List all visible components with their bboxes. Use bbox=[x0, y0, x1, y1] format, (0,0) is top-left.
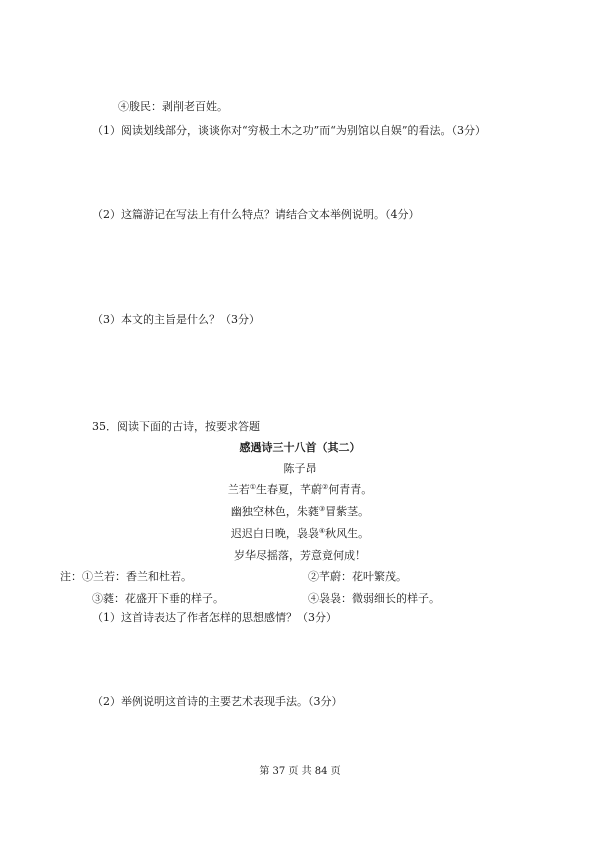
poem-line-text: 秋风生。 bbox=[325, 527, 370, 540]
poem-author: 陈子昂 bbox=[283, 462, 317, 475]
note-1: 注：①兰若：香兰和杜若。 bbox=[60, 570, 192, 583]
note-4: ④袅袅：微弱细长的样子。 bbox=[308, 592, 440, 605]
poem-line-text: 兰若 bbox=[227, 483, 250, 496]
note-marker: ① bbox=[249, 483, 256, 491]
note-marker: ③ bbox=[318, 505, 326, 513]
poem-line bbox=[0, 505, 600, 519]
q35-sub1: （1）这首诗表达了作者怎样的思想感情？（3分） bbox=[92, 611, 337, 624]
poem-line-text: 幽独空林色，朱蕤 bbox=[230, 505, 319, 518]
poem-line bbox=[0, 549, 600, 563]
poem-line bbox=[0, 483, 600, 497]
poem-line-text: 生春夏，芊蔚 bbox=[256, 483, 322, 496]
poem-line-text: 何青青。 bbox=[328, 483, 373, 496]
note-marker: ② bbox=[322, 483, 329, 491]
poem-title: 感遇诗三十八首（其二） bbox=[239, 441, 361, 454]
annotation-4: ④朘民：剥削老百姓。 bbox=[118, 100, 228, 113]
page-footer: 第 37 页 共 84 页 bbox=[259, 766, 341, 777]
poem-line-text: 岁华尽摇落，芳意竟何成！ bbox=[234, 549, 366, 562]
note-marker: ④ bbox=[318, 527, 326, 535]
q35-prompt: 35．阅读下面的古诗，按要求答题 bbox=[92, 420, 260, 433]
q34-sub1: （1）阅读划线部分，谈谈你对“穷极土木之功”而“为别馆以自娱”的看法。（3分） bbox=[92, 124, 486, 137]
poem-line bbox=[0, 527, 600, 541]
poem-line-text: 迟迟白日晚，袅袅 bbox=[230, 527, 319, 540]
q35-sub2: （2）举例说明这首诗的主要艺术表现手法。（3分） bbox=[92, 695, 343, 708]
poem-line-text: 冒紫茎。 bbox=[325, 505, 370, 518]
q34-sub2: （2）这篇游记在写法上有什么特点？请结合文本举例说明。（4分） bbox=[92, 208, 420, 221]
note-2: ②芊蔚：花叶繁茂。 bbox=[308, 570, 407, 583]
q34-sub3: （3）本文的主旨是什么？（3分） bbox=[92, 313, 260, 326]
note-3: ③蕤：花盛开下垂的样子。 bbox=[92, 592, 224, 605]
